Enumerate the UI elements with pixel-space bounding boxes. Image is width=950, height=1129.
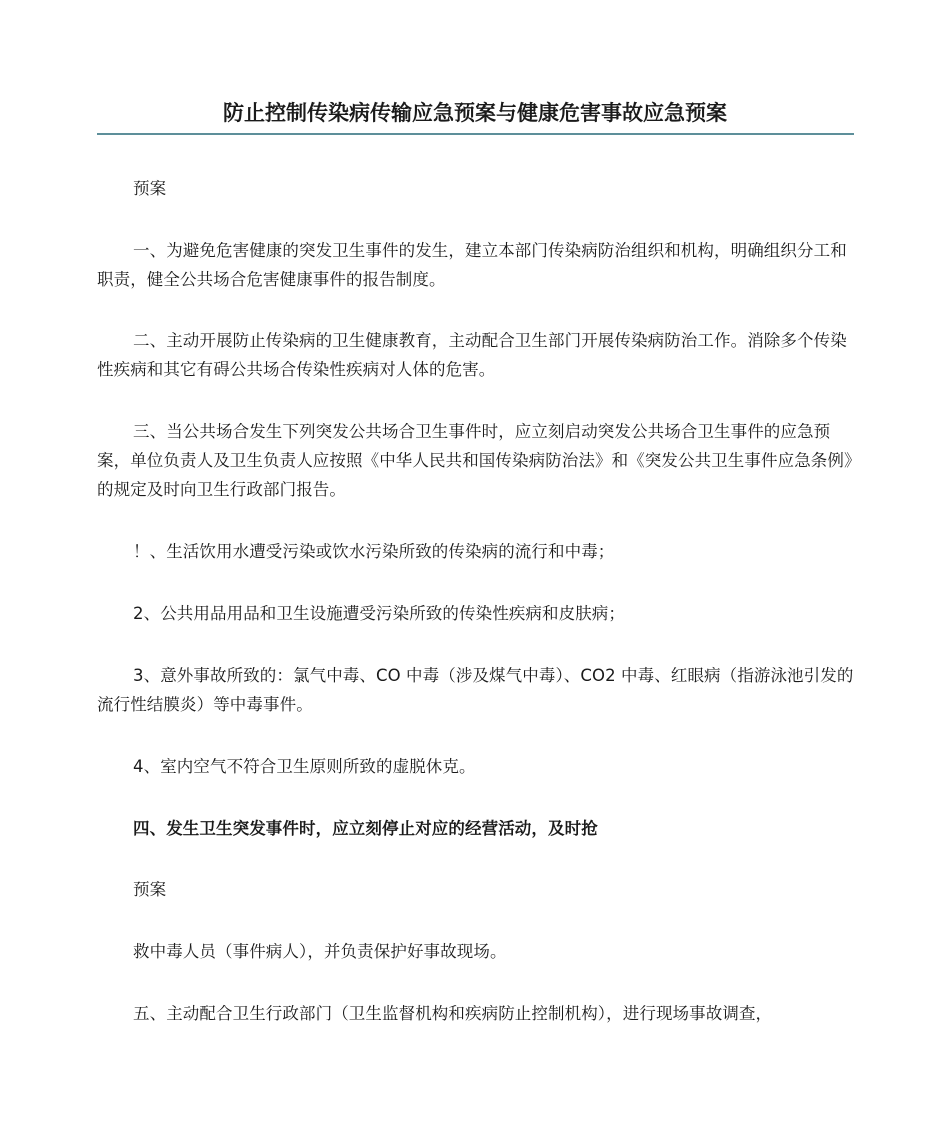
paragraph-section-4-continued: 救中毒人员（事件病人），并负责保护好事故现场。 xyxy=(133,942,507,961)
paragraph-section-3: 三、当公共场合发生下列突发公共场合卫生事件时，应立刻启动突发公共场合卫生事件的应急预案，单位负责人及卫生负责人应按照《中华人民共和国传染病防治法》和《突发公共卫生事件应急条例》的规定及时向卫生行政部门报告。 xyxy=(97,422,853,499)
paragraph-item-2: 2、公共用品用品和卫生设施遭受污染所致的传染性疾病和皮肤病； xyxy=(133,604,625,623)
paragraph-section-5: 五、主动配合卫生行政部门（卫生监督机构和疾病防止控制机构），进行现场事故调查， xyxy=(133,1004,773,1023)
paragraph-section-4: 四、发生卫生突发事件时，应立刻停止对应的经营活动，及时抢 xyxy=(133,819,598,838)
paragraph-section-1: 一、为避免危害健康的突发卫生事件的发生，建立本部门传染病防治组织和机构，明确组织分工和职责，健全公共场合危害健康事件的报告制度。 xyxy=(97,241,847,289)
paragraph-heading-plan-2: 预案 xyxy=(133,880,167,899)
paragraph-item-1: ！、生活饮用水遭受污染或饮水污染所致的传染病的流行和中毒； xyxy=(133,542,615,561)
paragraph-item-4: 4、室内空气不符合卫生原则所致的虚脱休克。 xyxy=(133,757,476,776)
document-title: 防止控制传染病传输应急预案与健康危害事故应急预案 xyxy=(223,101,727,125)
paragraph-heading-plan: 预案 xyxy=(133,179,167,198)
paragraph-section-2: 二、主动开展防止传染病的卫生健康教育，主动配合卫生部门开展传染病防治工作。消除多个传染性疾病和其它有碍公共场合传染性疾病对人体的危害。 xyxy=(97,331,847,379)
title-divider xyxy=(97,133,854,135)
paragraph-item-3: 3、意外事故所致的：氯气中毒、CO 中毒（涉及煤气中毒）、CO2 中毒、红眼病（指游泳池引发的流行性结膜炎）等中毒事件。 xyxy=(97,666,854,714)
